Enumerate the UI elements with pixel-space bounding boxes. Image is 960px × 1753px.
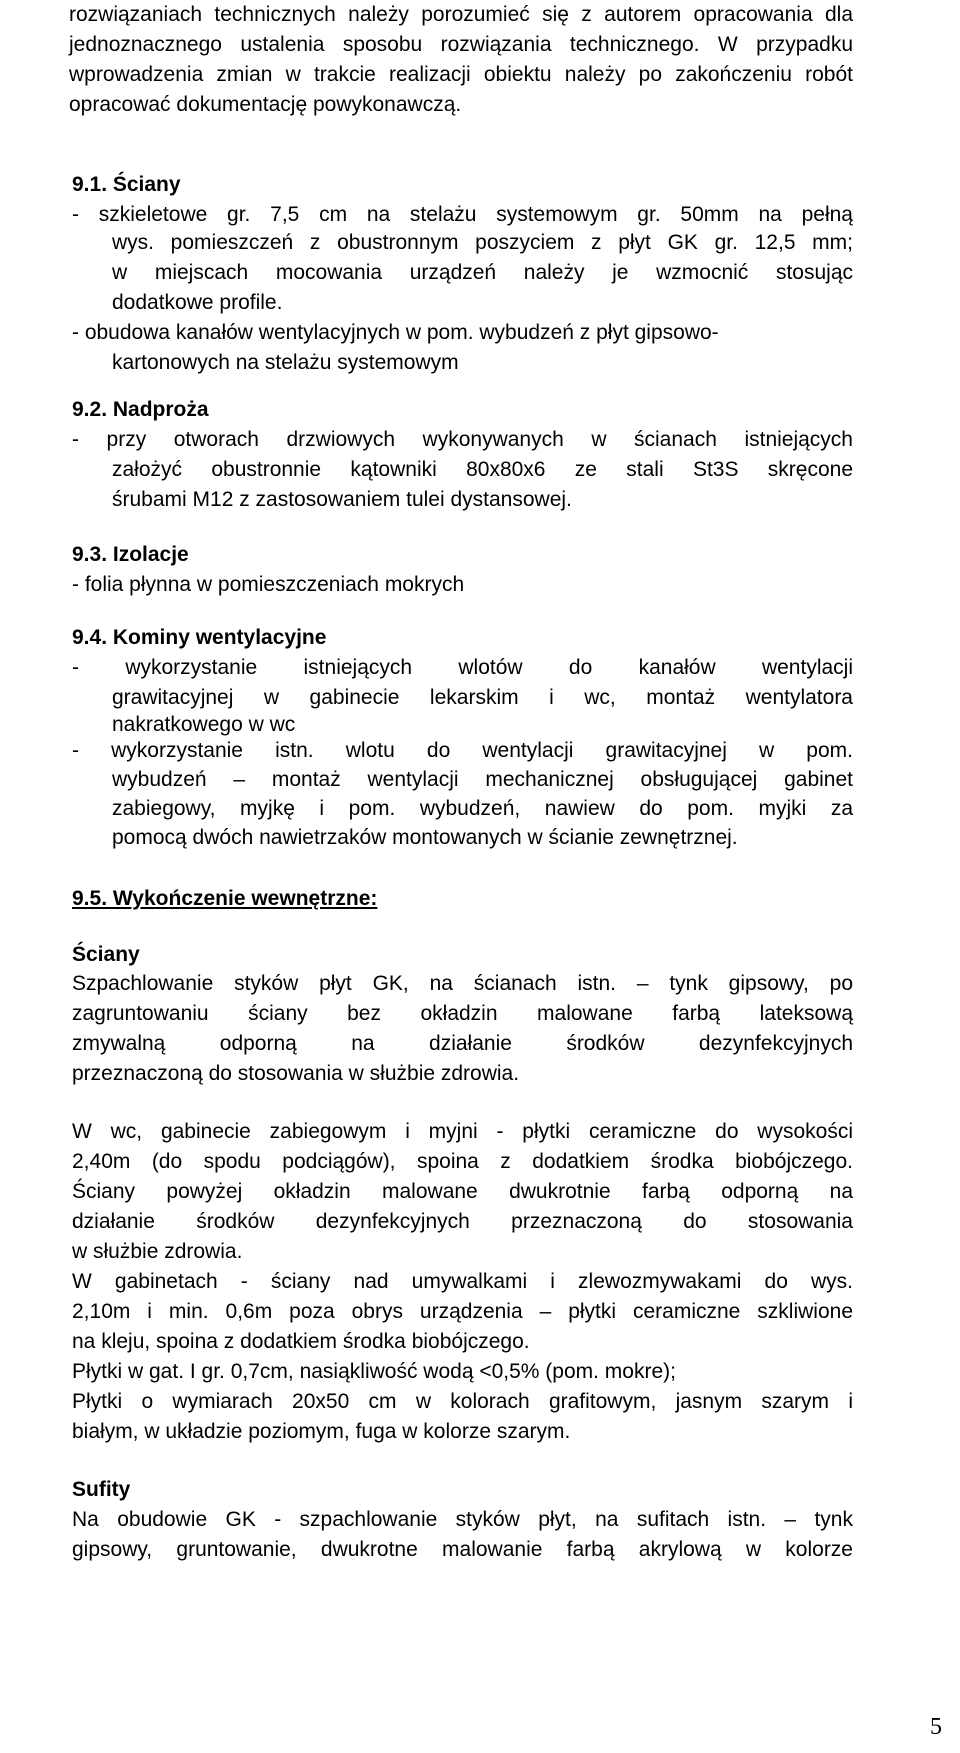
paragraph-line: działanie środków dezynfekcyjnych przeznaczoną do stosowania xyxy=(72,1210,853,1233)
list-item-line: dodatkowe profile. xyxy=(112,291,283,314)
paragraph-line: W wc, gabinecie zabiegowym i myjni - płytki ceramiczne do wysokości xyxy=(72,1120,853,1143)
list-item-line: nakratkowego w wc xyxy=(112,713,296,736)
list-item-line: śrubami M12 z zastosowaniem tulei dystansowej. xyxy=(112,488,572,511)
section-heading-9-4: 9.4. Kominy wentylacyjne xyxy=(72,626,327,649)
paragraph-line: w służbie zdrowia. xyxy=(72,1240,243,1263)
paragraph-line: rozwiązaniach technicznych należy porozumieć się z autorem opracowania dla xyxy=(69,3,853,26)
list-item-line: pomocą dwóch nawietrzaków montowanych w ścianie zewnętrznej. xyxy=(112,826,738,849)
list-item-line: - obudowa kanałów wentylacyjnych w pom. wybudzeń z płyt gipsowo- xyxy=(72,321,719,344)
section-heading-9-1: 9.1. Ściany xyxy=(72,173,181,196)
section-heading-9-3: 9.3. Izolacje xyxy=(72,543,189,566)
list-item-line: - wykorzystanie istn. wlotu do wentylacji grawitacyjnej w pom. xyxy=(72,739,853,762)
list-item-line: wybudzeń – montaż wentylacji mechanicznej obsługującej gabinet xyxy=(112,768,853,791)
subheading-ceilings: Sufity xyxy=(72,1478,131,1501)
paragraph-line: na kleju, spoina z dodatkiem środka biobójczego. xyxy=(72,1330,530,1353)
paragraph-line: opracować dokumentację powykonawczą. xyxy=(69,93,462,116)
paragraph-line: białym, w układzie poziomym, fuga w kolorze szarym. xyxy=(72,1420,571,1443)
paragraph-line: Ściany powyżej okładzin malowane dwukrotnie farbą odporną na xyxy=(72,1180,853,1203)
list-item-line: zabiegowy, myjkę i pom. wybudzeń, nawiew do pom. myjki za xyxy=(112,797,853,820)
paragraph-line: Płytki w gat. I gr. 0,7cm, nasiąkliwość wodą <0,5% (pom. mokre); xyxy=(72,1360,676,1383)
list-item-line: wys. pomieszczeń z obustronnym poszyciem z płyt GK gr. 12,5 mm; xyxy=(112,231,853,254)
paragraph-line: Szpachlowanie styków płyt GK, na ścianach istn. – tynk gipsowy, po xyxy=(72,972,853,995)
section-heading-9-5: 9.5. Wykończenie wewnętrzne: xyxy=(72,887,378,910)
paragraph-line: Na obudowie GK - szpachlowanie styków płyt, na sufitach istn. – tynk xyxy=(72,1508,853,1531)
page-number: 5 xyxy=(930,1714,942,1740)
paragraph-line: 2,10m i min. 0,6m poza obrys urządzenia – płytki ceramiczne szkliwione xyxy=(72,1300,853,1323)
list-item-line: kartonowych na stelażu systemowym xyxy=(112,351,459,374)
paragraph-line: W gabinetach - ściany nad umywalkami i zlewozmywakami do wys. xyxy=(72,1270,853,1293)
subheading-walls: Ściany xyxy=(72,943,140,966)
list-item-line: założyć obustronnie kątowniki 80x80x6 ze stali St3S skręcone xyxy=(112,458,853,481)
paragraph-line: 2,40m (do spodu podciągów), spoina z dodatkiem środka biobójczego. xyxy=(72,1150,853,1173)
section-heading-9-2: 9.2. Nadproża xyxy=(72,398,209,421)
list-item-line: - folia płynna w pomieszczeniach mokrych xyxy=(72,573,465,596)
paragraph-line: wprowadzenia zmian w trakcie realizacji obiektu należy po zakończeniu robót xyxy=(69,63,853,86)
paragraph-line: jednoznacznego ustalenia sposobu rozwiązania technicznego. W przypadku xyxy=(69,33,853,56)
paragraph-line: przeznaczoną do stosowania w służbie zdrowia. xyxy=(72,1062,520,1085)
list-item-line: - szkieletowe gr. 7,5 cm na stelażu systemowym gr. 50mm na pełną xyxy=(72,203,853,226)
paragraph-line: zmywalną odporną na działanie środków dezynfekcyjnych xyxy=(72,1032,853,1055)
list-item-line: - przy otworach drzwiowych wykonywanych w ścianach istniejących xyxy=(72,428,853,451)
list-item-line: - wykorzystanie istniejących wlotów do kanałów wentylacji xyxy=(72,656,853,679)
list-item-line: w miejscach mocowania urządzeń należy je wzmocnić stosując xyxy=(112,261,853,284)
paragraph-line: gipsowy, gruntowanie, dwukrotne malowanie farbą akrylową w kolorze xyxy=(72,1538,853,1561)
paragraph-line: Płytki o wymiarach 20x50 cm w kolorach grafitowym, jasnym szarym i xyxy=(72,1390,853,1413)
paragraph-line: zagruntowaniu ściany bez okładzin malowane farbą lateksową xyxy=(72,1002,853,1025)
list-item-line: grawitacyjnej w gabinecie lekarskim i wc, montaż wentylatora xyxy=(112,686,853,709)
